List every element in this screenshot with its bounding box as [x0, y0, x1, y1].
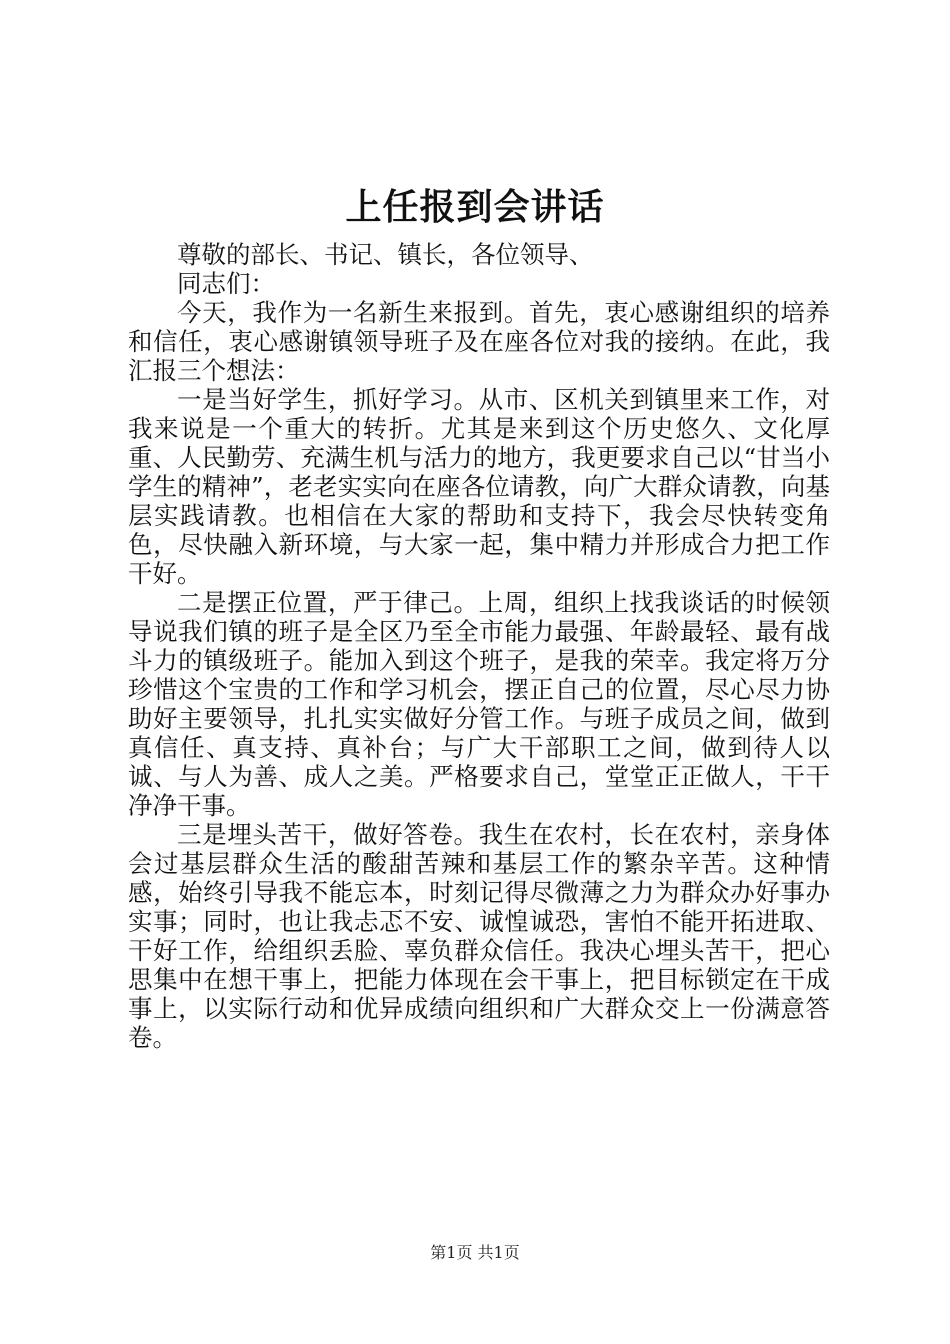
point-one-paragraph: 一是当好学生，抓好学习。从市、区机关到镇里来工作，对我来说是一个重大的转折。尤其是来到这个历史悠久、文化厚重、人民勤劳、充满生机与活力的地方，我更要求自己以“甘当小学生的精神”，老老实实向在座各位请教，向广大群众请教，向基层实践请教。也相信在大家的帮助和支持下，我会尽快转变角色，尽快融入新环境，与大家一起，集中精力并形成合力把工作干好。	[128, 385, 830, 588]
point-three-paragraph: 三是埋头苦干，做好答卷。我生在农村，长在农村，亲身体会过基层群众生活的酸甜苦辣和基层工作的繁杂辛苦。这种情感，始终引导我不能忘本，时刻记得尽微薄之力为群众办好事办实事；同时，也让我忐忑不安、诚惶诚恐，害怕不能开拓进取、干好工作，给组织丢脸、辜负群众信任。我决心埋头苦干，把心思集中在想干事上，把能力体现在会干事上，把目标锁定在干成事上，以实际行动和优异成绩向组织和广大群众交上一份满意答卷。	[128, 820, 830, 1052]
page-number-footer: 第1页 共1页	[430, 1243, 520, 1262]
salutation-line-1: 尊敬的部长、书记、镇长，各位领导、	[177, 240, 594, 269]
point-two-paragraph: 二是摆正位置，严于律己。上周，组织上找我谈话的时候领导说我们镇的班子是全区乃至全市能力最强、年龄最轻、最有战斗力的镇级班子。能加入到这个班子，是我的荣幸。我定将万分珍惜这个宝贵的工作和学习机会，摆正自己的位置，尽心尽力协助好主要领导，扎扎实实做好分管工作。与班子成员之间，做到真信任、真支持、真补台；与广大干部职工之间，做到待人以诚、与人为善、成人之美。严格要求自己，堂堂正正做人，干干净净干事。	[128, 588, 830, 820]
salutation-line-2: 同志们：	[177, 269, 275, 298]
document-body	[128, 240, 830, 1052]
page-title: 上任报到会讲话	[345, 186, 605, 228]
intro-paragraph: 今天，我作为一名新生来报到。首先，衷心感谢组织的培养和信任，衷心感谢镇领导班子及在座各位对我的接纳。在此，我汇报三个想法：	[128, 298, 830, 385]
